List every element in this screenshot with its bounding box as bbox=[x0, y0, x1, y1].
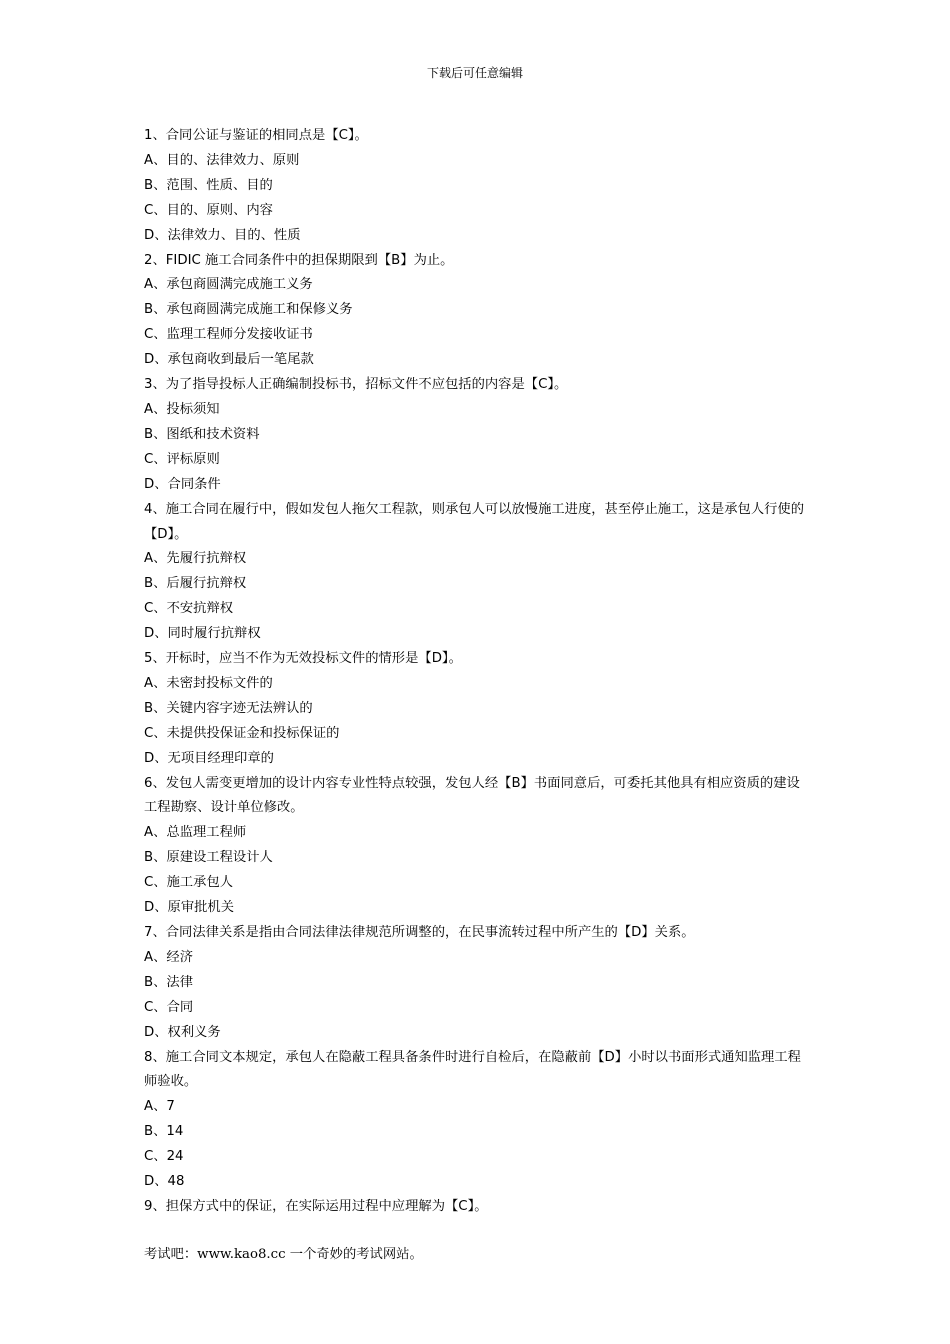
question-8-stem: 8、施工合同文本规定，承包人在隐蔽工程具备条件时进行自检后，在隐蔽前【D】小时以书面形式通知监理工程师验收。 bbox=[144, 1049, 801, 1090]
question-5-stem: 5、开标时，应当不作为无效投标文件的情形是【D】。 bbox=[144, 651, 462, 667]
page-header: 下载后可任意编辑 bbox=[426, 66, 523, 80]
question-4-option-d: D、同时履行抗辩权 bbox=[144, 626, 261, 642]
question-4-option-c: C、不安抗辩权 bbox=[144, 601, 234, 617]
question-3-option-c: C、评标原则 bbox=[144, 451, 220, 467]
question-8-option-b: B、14 bbox=[144, 1124, 184, 1140]
question-list bbox=[144, 124, 808, 1220]
question-4-option-b: B、后履行抗辩权 bbox=[144, 576, 247, 592]
question-2-stem: 2、FIDIC 施工合同条件中的担保期限到【B】为止。 bbox=[144, 252, 454, 268]
question-8-option-d: D、48 bbox=[144, 1174, 185, 1190]
question-1-option-b: B、范围、性质、目的 bbox=[144, 177, 273, 193]
question-3-option-b: B、图纸和技术资料 bbox=[144, 426, 260, 442]
question-2-option-c: C、监理工程师分发接收证书 bbox=[144, 327, 313, 343]
page-footer: 考试吧：www.kao8.cc 一个奇妙的考试网站。 bbox=[144, 1247, 423, 1262]
question-4-stem: 4、施工合同在履行中，假如发包人拖欠工程款，则承包人可以放慢施工进度，甚至停止施工，这是承包人行使的【D】。 bbox=[144, 501, 805, 542]
question-2-option-b: B、承包商圆满完成施工和保修义务 bbox=[144, 302, 353, 318]
question-1-option-a: A、目的、法律效力、原则 bbox=[144, 152, 300, 168]
question-3-stem: 3、为了指导投标人正确编制投标书，招标文件不应包括的内容是【C】。 bbox=[144, 377, 568, 393]
question-7-stem: 7、合同法律关系是指由合同法律法律规范所调整的，在民事流转过程中所产生的【D】关系。 bbox=[144, 925, 695, 940]
question-6-option-a: A、总监理工程师 bbox=[144, 825, 247, 841]
question-2-option-d: D、承包商收到最后一笔尾款 bbox=[144, 352, 314, 368]
question-4-option-a: A、先履行抗辩权 bbox=[144, 551, 247, 567]
question-7-option-d: D、权利义务 bbox=[144, 1024, 221, 1040]
question-1-stem: 1、合同公证与鉴证的相同点是【C】。 bbox=[144, 128, 368, 143]
question-1-option-d: D、法律效力、目的、性质 bbox=[144, 227, 301, 243]
question-5-option-d: D、无项目经理印章的 bbox=[144, 750, 274, 766]
question-1-option-c: C、目的、原则、内容 bbox=[144, 202, 273, 218]
question-7-option-b: B、法律 bbox=[144, 974, 194, 990]
question-3-option-a: A、投标须知 bbox=[144, 401, 220, 417]
question-8-option-a: A、7 bbox=[144, 1099, 175, 1115]
question-7-option-a: A、经济 bbox=[144, 949, 193, 965]
question-5-option-a: A、未密封投标文件的 bbox=[144, 675, 273, 691]
question-6-option-b: B、原建设工程设计人 bbox=[144, 850, 273, 866]
question-6-option-c: C、施工承包人 bbox=[144, 875, 234, 891]
question-2-option-a: A、承包商圆满完成施工义务 bbox=[144, 277, 313, 293]
question-6-stem: 6、发包人需变更增加的设计内容专业性特点较强，发包人经【B】书面同意后，可委托其他具有相应资质的建设工程勘察、设计单位修改。 bbox=[144, 775, 800, 816]
question-3-option-d: D、合同条件 bbox=[144, 476, 221, 492]
question-9-stem: 9、担保方式中的保证，在实际运用过程中应理解为【C】。 bbox=[144, 1198, 488, 1214]
question-7-option-c: C、合同 bbox=[144, 999, 194, 1015]
question-6-option-d: D、原审批机关 bbox=[144, 900, 235, 916]
question-8-option-c: C、24 bbox=[144, 1149, 184, 1165]
question-5-option-c: C、未提供投保证金和投标保证的 bbox=[144, 725, 340, 741]
question-5-option-b: B、关键内容字迹无法辨认的 bbox=[144, 700, 313, 716]
